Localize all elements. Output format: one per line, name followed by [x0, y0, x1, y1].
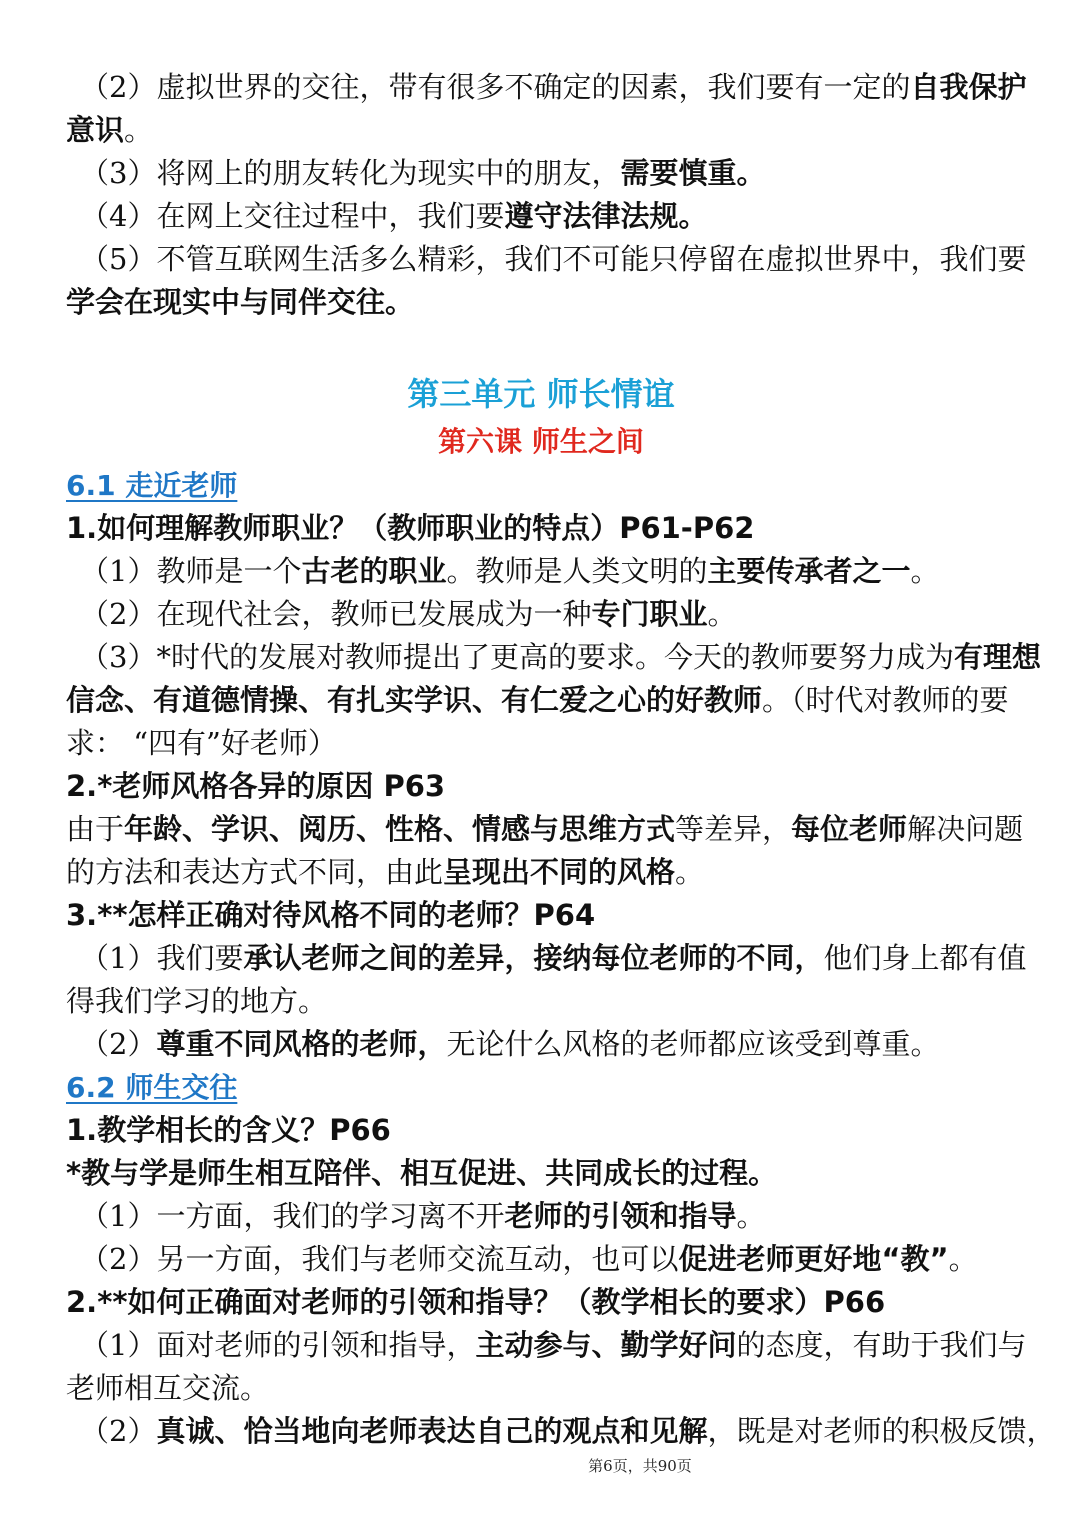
bold-text: 古老的职业: [301, 554, 447, 588]
text-line: [66, 1238, 1016, 1281]
document-body: [66, 66, 1056, 1453]
question-heading: [66, 1109, 1016, 1152]
bold-text: 尊重不同风格的老师，: [156, 1027, 447, 1061]
bold-text: 主动参与、勤学好问: [475, 1328, 737, 1362]
text-line: [66, 1152, 1016, 1195]
bold-text: 每位老师: [791, 812, 908, 846]
text-line: [66, 1023, 1016, 1066]
text-line: [66, 281, 1016, 324]
text-line: [66, 1324, 1027, 1367]
text-run: 的态度，有助于我们与: [736, 1328, 1027, 1362]
bold-text: 遵守法律法规。: [504, 199, 708, 233]
text-run: （4）在网上交往过程中，我们要: [80, 199, 505, 233]
text-run: 的方法和表达方式不同，由此: [66, 855, 444, 889]
bold-text: 专门职业: [591, 597, 708, 631]
text-line: [66, 851, 1016, 894]
bold-text: 老师的引领和指导: [504, 1199, 737, 1233]
bold-text: 需要慎重。: [620, 156, 766, 190]
bold-text: 1.如何理解教师职业？（教师职业的特点）P61-P62: [66, 511, 755, 545]
unit-title: 第三单元 师长情谊: [407, 375, 675, 413]
lesson-title: 第六课 师生之间: [438, 425, 644, 458]
text-line: [66, 679, 1016, 722]
text-run: 由于: [66, 812, 125, 846]
text-line: [66, 1367, 1016, 1410]
text-run: 解决问题: [907, 812, 1024, 846]
text-run: 。: [707, 597, 737, 631]
bold-text: 自我保护: [910, 70, 1027, 104]
text-line: [66, 980, 1016, 1023]
bold-text: 2.**如何正确面对老师的引领和指导？（教学相长的要求）P66: [66, 1285, 886, 1319]
text-run: 求： “四有”好老师）: [66, 726, 337, 760]
text-run: 。: [910, 554, 940, 588]
text-run: （2）另一方面，我们与老师交流互动，也可以: [80, 1242, 679, 1276]
text-run: 等差异，: [675, 812, 792, 846]
text-line: [66, 550, 1016, 593]
bold-text: 学会在现实中与同伴交往。: [66, 285, 415, 319]
text-run: 。: [736, 1199, 766, 1233]
question-heading: [66, 765, 1016, 808]
bold-text: 主要传承者之一: [707, 554, 911, 588]
text-run: （1）教师是一个: [80, 554, 302, 588]
question-heading: [66, 894, 1016, 937]
bold-text: *教与学是师生相互陪伴、相互促进、共同成长的过程。: [66, 1156, 778, 1190]
text-run: （1）一方面，我们的学习离不开: [80, 1199, 505, 1233]
question-heading: [66, 507, 1016, 550]
bold-text: 3.**怎样正确对待风格不同的老师？P64: [66, 898, 596, 932]
bold-text: 2.*老师风格各异的原因 P63: [66, 769, 446, 803]
text-line: [66, 593, 1016, 636]
text-line: [66, 1195, 1016, 1238]
text-run: （2）: [80, 1414, 157, 1448]
text-run: （2）虚拟世界的交往，带有很多不确定的因素，我们要有一定的: [80, 70, 911, 104]
bold-text: 有理想: [953, 640, 1041, 674]
bold-text: 1.教学相长的含义？P66: [66, 1113, 391, 1147]
text-run: 。: [675, 855, 705, 889]
bold-text: 意识: [66, 113, 125, 147]
text-run: 他们身上都有值: [823, 941, 1027, 975]
text-run: （1）面对老师的引领和指导，: [80, 1328, 476, 1362]
text-line: [66, 937, 1027, 980]
text-run: 。: [948, 1242, 978, 1276]
text-run: ，既是对老师的积极反馈，: [707, 1414, 1056, 1448]
text-run: （2）: [80, 1027, 157, 1061]
text-line: [66, 636, 1041, 679]
text-run: （5）不管互联网生活多么精彩，我们不可能只停留在虚拟世界中，我们要: [80, 242, 1027, 276]
text-run: 老师相互交流。: [66, 1371, 270, 1405]
text-run: （3）*时代的发展对教师提出了更高的要求。今天的教师要努力成为: [80, 640, 954, 674]
text-line: [66, 66, 1027, 109]
text-run: （1）我们要: [80, 941, 244, 975]
text-line: [66, 808, 1024, 851]
text-line: [66, 722, 1016, 765]
question-heading: [66, 1281, 1016, 1324]
bold-text: 促进老师更好地“教”: [678, 1242, 949, 1276]
text-run: 无论什么风格的老师都应该受到尊重。: [446, 1027, 940, 1061]
spacer: [66, 324, 1016, 368]
text-run: 。: [124, 113, 154, 147]
text-run: （2）在现代社会，教师已发展成为一种: [80, 597, 592, 631]
text-run: 。（时代对教师的要: [762, 683, 1009, 717]
section-heading: 6.2 师生交往: [66, 1071, 238, 1104]
text-line: [66, 1410, 1056, 1453]
text-run: 。教师是人类文明的: [446, 554, 708, 588]
page-footer: 第6页，共90页: [588, 1457, 692, 1475]
text-line: [66, 109, 1016, 152]
text-line: [66, 195, 1016, 238]
bold-text: 呈现出不同的风格: [443, 855, 676, 889]
section-heading: 6.1 走近老师: [66, 469, 238, 502]
text-line: [66, 238, 1027, 281]
text-line: [66, 152, 1016, 195]
bold-text: 年龄、学识、阅历、性格、情感与思维方式: [124, 812, 676, 846]
bold-text: 真诚、恰当地向老师表达自己的观点和见解: [156, 1414, 708, 1448]
bold-text: 信念、有道德情操、有扎实学识、有仁爱之心的好教师: [66, 683, 763, 717]
bold-text: 承认老师之间的差异，接纳每位老师的不同，: [243, 941, 824, 975]
text-run: （3）将网上的朋友转化为现实中的朋友，: [80, 156, 621, 190]
text-run: 得我们学习的地方。: [66, 984, 328, 1018]
